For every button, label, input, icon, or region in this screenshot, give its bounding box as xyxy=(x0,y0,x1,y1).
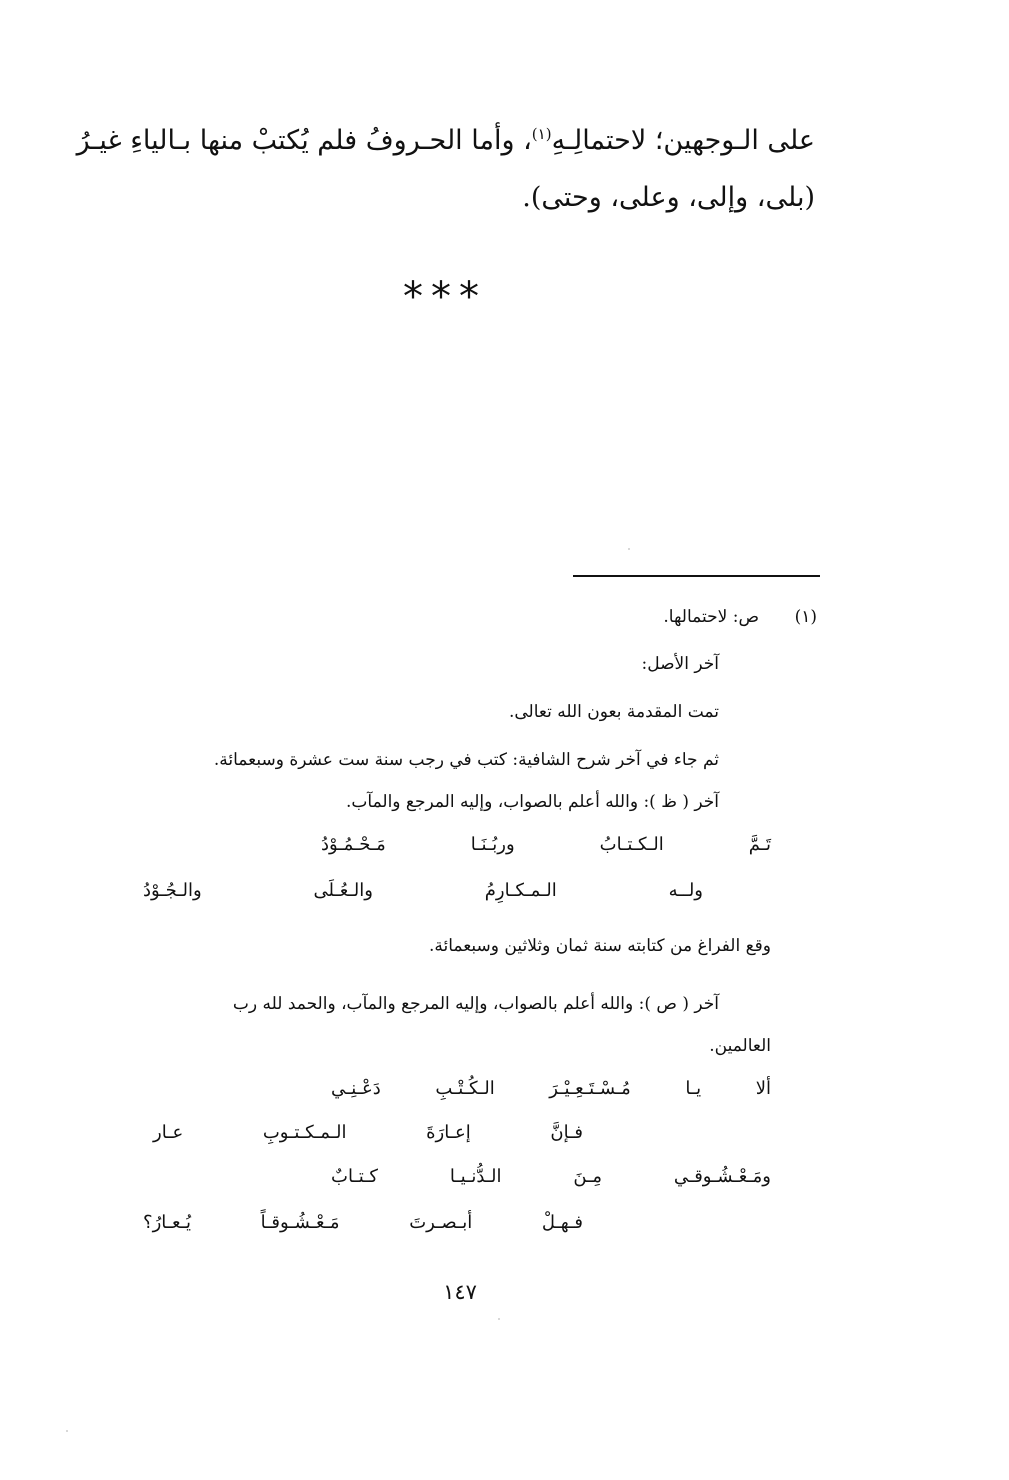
verse-word: وربُـنَـا xyxy=(470,834,515,855)
verse-word: مَـحْـمُـوْدُ xyxy=(321,834,386,855)
end-of-original-text: تمت المقدمة بعون الله تعالى. xyxy=(508,702,719,722)
scan-speck xyxy=(628,548,630,550)
poem-line2 xyxy=(153,1120,583,1146)
poem-word: فـإنَّ xyxy=(550,1122,583,1143)
closing-verse-line1 xyxy=(321,832,771,858)
page-number: ١٤٧ xyxy=(443,1280,477,1304)
poem-word: ومَـعْـشُـوقـي xyxy=(673,1166,771,1187)
poem-line4 xyxy=(143,1210,583,1236)
poem-word: فـهـلْ xyxy=(541,1212,583,1233)
saad-manuscript-note-end: العالمين. xyxy=(709,1036,771,1056)
closing-verse-line2 xyxy=(143,878,703,904)
main-body-text xyxy=(60,112,815,226)
poem-word: كـتـابٌ xyxy=(331,1166,378,1187)
footnote-divider xyxy=(573,575,820,577)
main-text-line2: (بلى، وإلى، وعلى، وحتى). xyxy=(522,182,815,213)
end-of-original-label: آخر الأصل: xyxy=(641,654,719,674)
poem-word: مِـنَ xyxy=(573,1166,603,1187)
poem-line1 xyxy=(331,1076,771,1102)
poem-word: الـمـكـتـوبِ xyxy=(262,1122,347,1143)
verse-word: الـمـكـارِمُ xyxy=(484,880,557,901)
footnote-number: (١) xyxy=(794,607,817,627)
poem-word: أبـصـرتَ xyxy=(409,1212,473,1233)
poem-word: الـدُّنـيـا xyxy=(449,1166,502,1187)
poem-word: دَعْـنِـي xyxy=(331,1078,381,1099)
scan-speck xyxy=(498,1318,500,1320)
poem-word: إعـارَةَ xyxy=(426,1122,471,1143)
poem-word: يـا xyxy=(685,1078,702,1099)
poem-word: مُـسْـتَـعِـيْـرَ xyxy=(549,1078,631,1099)
verse-word: والـجُـوْدُ xyxy=(143,880,202,901)
footnote-text: ص: لاحتمالها. xyxy=(663,607,759,627)
verse-word: ولــه xyxy=(668,880,703,901)
poem-word: مَـعْـشُـوقـاً xyxy=(260,1212,340,1233)
section-separator: *** xyxy=(403,274,487,320)
verse-word: الـكـتـابُ xyxy=(599,834,664,855)
scan-speck xyxy=(66,1430,68,1432)
zaa-manuscript-note: آخر ( ظ ): والله أعلم بالصواب، وإليه المرجع والمآب. xyxy=(345,792,719,812)
completion-note: وقع الفراغ من كتابته سنة ثمان وثلاثين وسبعمائة. xyxy=(428,936,771,956)
verse-word: والـعُـلَى xyxy=(313,880,373,901)
poem-word: يُـعـارُ؟ xyxy=(143,1212,192,1233)
poem-word: ألا xyxy=(755,1078,771,1099)
saad-manuscript-note: آخر ( ص ): والله أعلم بالصواب، وإليه المرجع والمآب، والحمد لله رب xyxy=(232,994,719,1014)
footnote-reference: (١) xyxy=(531,125,552,143)
main-text-line1-end: ، وأما الحـروفُ فلم يُكتبْ منها بـالياءِ غيـرُ xyxy=(76,125,532,156)
main-text-line1-start: على الـوجهين؛ لاحتمالِـهِ xyxy=(551,125,815,156)
poem-word: عـار xyxy=(153,1122,184,1143)
shafiya-note: ثم جاء في آخر شرح الشافية: كتب في رجب سنة ست عشرة وسبعمائة. xyxy=(213,750,719,770)
verse-word: تَـمَّ xyxy=(748,834,771,855)
poem-word: الـكُـتْـبِ xyxy=(435,1078,495,1099)
poem-line3 xyxy=(331,1164,771,1190)
